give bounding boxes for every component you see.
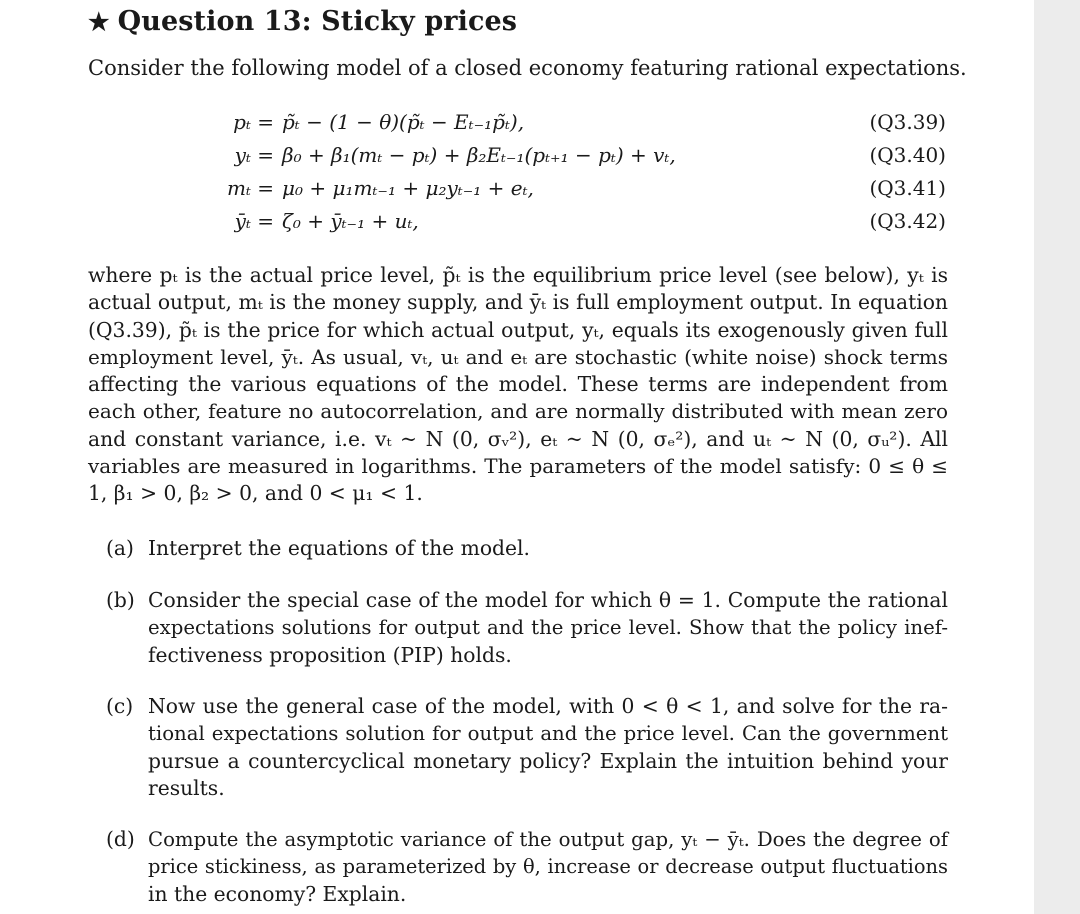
equation-rhs: β₀ + β₁(mₜ − pₜ) + β₂Eₜ₋₁(pₜ₊₁ − pₜ) + vₜ, — [282, 143, 676, 167]
equation-rhs: μ₀ + μ₁mₜ₋₁ + μ₂yₜ₋₁ + eₜ, — [282, 176, 534, 200]
star-icon: ★ — [88, 7, 110, 36]
question-body — [148, 587, 948, 669]
question-body — [148, 693, 948, 802]
text-line: tional expectations solution for output and the price level. Can the government — [148, 722, 948, 746]
equation-number: (Q3.39) — [869, 110, 946, 134]
equation-q3-41 — [140, 176, 946, 206]
text-line: Interpret the equations of the model. — [148, 536, 530, 560]
equation-q3-39 — [140, 110, 946, 140]
text-line: price stickiness, as parameterized by θ, increase or decrease output fluctuations — [148, 855, 948, 879]
question-body — [148, 826, 948, 908]
intro-text: Consider the following model of a closed economy featuring rational expectations. — [88, 56, 967, 80]
text-line: Consider the special case of the model for which θ = 1. Compute the rational — [148, 588, 948, 612]
text-line: employment level, ȳₜ. As usual, vₜ, uₜ and eₜ are stochastic (white noise) shock terms — [88, 344, 948, 369]
text-line: 1, β₁ > 0, β₂ > 0, and 0 < μ₁ < 1. — [88, 481, 423, 506]
text-line: Compute the asymptotic variance of the output gap, yₜ − ȳₜ. Does the degree of — [148, 828, 948, 851]
text-line: actual output, mₜ is the money supply, and ȳₜ is full employment output. In equation — [88, 290, 948, 315]
question-label: (c) — [106, 694, 134, 718]
question-body — [148, 535, 948, 562]
text-line: pursue a countercyclical monetary policy? Explain the intuition behind your — [148, 748, 948, 773]
question-label: (b) — [106, 588, 135, 612]
equation-rhs: ζ₀ + ȳₜ₋₁ + uₜ, — [282, 209, 419, 233]
equation-lhs: ȳₜ = — [234, 209, 274, 233]
equation-lhs: pₜ = — [233, 110, 274, 134]
equation-q3-40 — [140, 143, 946, 173]
equation-lhs: yₜ = — [234, 143, 274, 167]
question-title — [88, 6, 517, 37]
model-description — [88, 262, 948, 508]
text-line: fectiveness proposition (PIP) holds. — [148, 642, 512, 667]
question-title-text: Question 13: Sticky prices — [117, 6, 518, 37]
question-label: (d) — [106, 827, 135, 851]
text-line: in the economy? Explain. — [148, 881, 407, 906]
equation-number: (Q3.41) — [869, 176, 946, 200]
equation-lhs: mₜ = — [226, 176, 274, 200]
equation-number: (Q3.42) — [869, 209, 946, 233]
equation-number: (Q3.40) — [869, 143, 946, 167]
equation-rhs: p̃ₜ − (1 − θ)(p̃ₜ − Eₜ₋₁p̃ₜ), — [282, 110, 525, 134]
text-line: Now use the general case of the model, with 0 < θ < 1, and solve for the ra- — [148, 694, 948, 718]
page-margin-strip — [1034, 0, 1080, 914]
text-line: where pₜ is the actual price level, p̃ₜ is the equilibrium price level (see below), yₜ is — [88, 263, 948, 287]
text-line: each other, feature no autocorrelation, and are normally distributed with mean zero — [88, 399, 948, 424]
text-line: expectations solutions for output and the price level. Show that the policy inef- — [148, 616, 948, 640]
text-line: affecting the various equations of the model. These terms are independent from — [88, 372, 948, 397]
text-line: variables are measured in logarithms. The parameters of the model satisfy: 0 ≤ θ ≤ — [88, 454, 948, 479]
text-line: results. — [148, 775, 225, 800]
question-label: (a) — [106, 536, 134, 560]
equation-q3-42 — [140, 209, 946, 239]
text-line: and constant variance, i.e. vₜ ~ N (0, σᵥ²), eₜ ~ N (0, σₑ²), and uₜ ~ N (0, σᵤ²). All — [88, 426, 948, 451]
text-line: (Q3.39), p̃ₜ is the price for which actual output, yₜ, equals its exogenously given full — [88, 317, 948, 342]
